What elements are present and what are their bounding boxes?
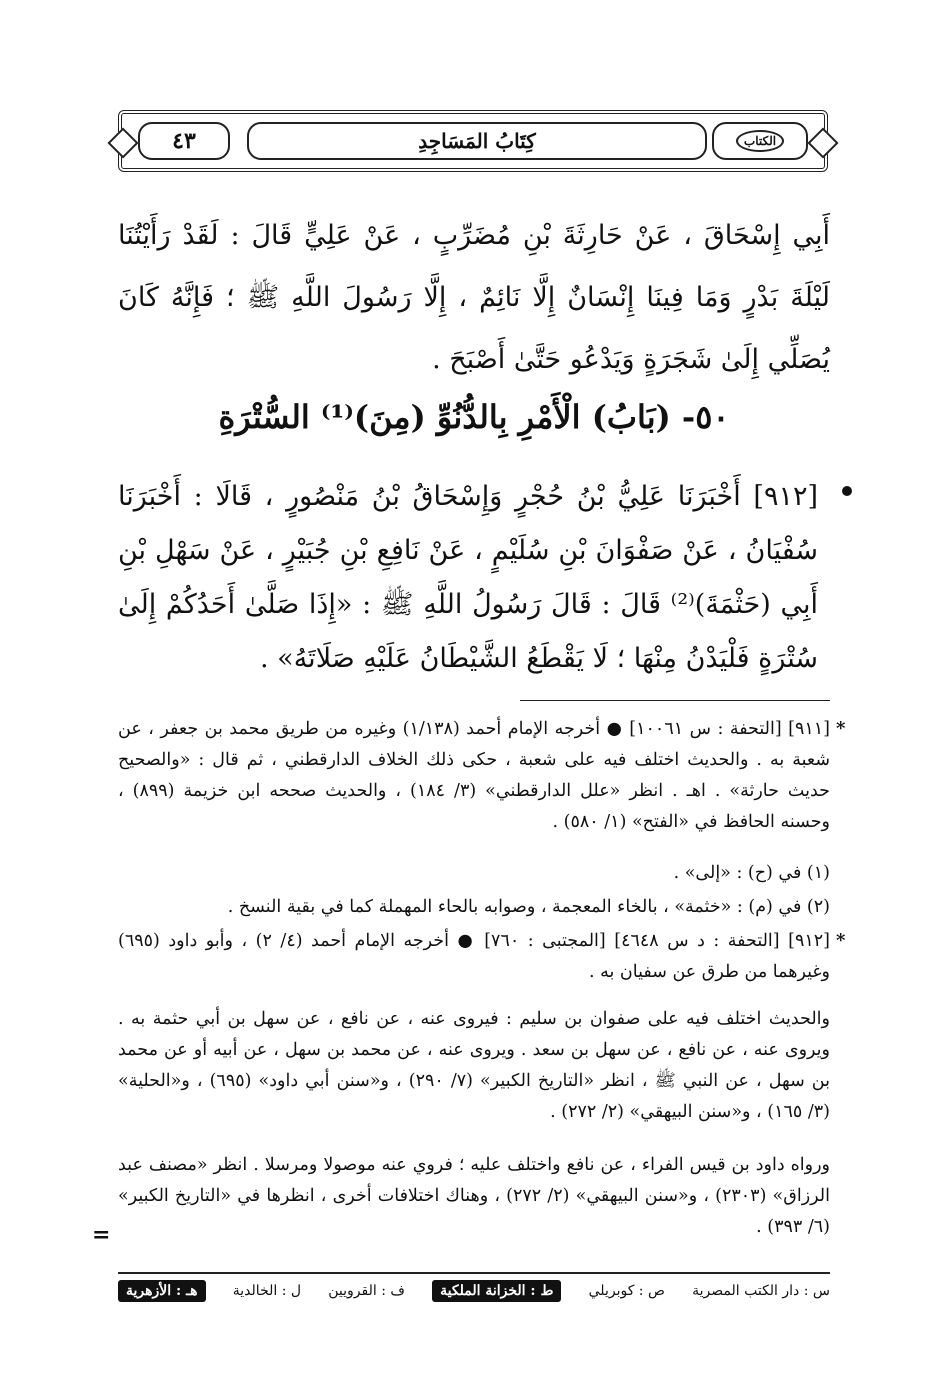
manuscript-legend xyxy=(118,1280,830,1302)
ornament-icon xyxy=(807,127,838,158)
logo-box xyxy=(712,122,808,160)
page-header xyxy=(118,110,828,172)
footnote-912-b: والحديث اختلف فيه على صفوان بن سليم : فيروى عنه ، عن نافع ، عن سهل بن أبي حثمة به . ويروى عنه ، عن نافع ، عن سهل بن سعد . ويروى عنه ، عن محمد بن سهل ، عن أبيه أو عن محمد بن سهل ، عن النبي ﷺ ، انظر «التاريخ الكبير» (٧/ ٢٩٠) ، و«سنن أبي داود» (٦٩٥) ، و«الحلية» (٣/ ١٦٥) ، و«سنن البيهقي» (٢/ ٢٧٢) . xyxy=(118,1009,830,1122)
legend-item: ط : الخزانة الملكية xyxy=(432,1280,561,1302)
footnote-separator xyxy=(520,700,830,701)
continuation-mark: = xyxy=(92,1222,111,1248)
legend-item: س : دار الكتب المصرية xyxy=(692,1283,830,1299)
asterisk-icon: * xyxy=(836,930,846,951)
legend-item: ل : الخالدية xyxy=(232,1283,302,1299)
legend-item: ف : القرويين xyxy=(328,1283,405,1299)
footnote-911: [٩١١] [التحفة : س ١٠٠٦١] ● أخرجه الإمام أحمد (١/١٣٨) وغيره من طريق محمد بن جعفر ، عن شعبة به . والحديث اختلف فيه على شعبة ، حكى ذلك الخلاف الدارقطني ، ثم قال : «والصحيح حديث حارثة» . اهـ . انظر «علل الدارقطني» (٣/ ١٨٤) ، والحديث صححه ابن خزيمة (٨٩٩) ، وحسنه الحافظ في «الفتح» (١/ ٥٨٠) . xyxy=(118,719,830,832)
footnote-1: (١) في (ح) : «إلى» . xyxy=(673,863,830,883)
chapter-heading: ٥٠- (بَابُ) الْأَمْرِ بِالدُّنُوِّ (مِنَ)⁽¹⁾ السُّتْرَةِ xyxy=(218,398,730,436)
footnote-2: (٢) في (م) : «خثمة» ، بالخاء المعجمة ، وصوابه بالحاء المهملة كما في بقية النسخ . xyxy=(227,897,830,917)
bullet-icon xyxy=(842,486,852,496)
legend-item: هـ : الأزهرية xyxy=(118,1280,206,1302)
publisher-logo: الكتاب xyxy=(736,130,784,152)
page-number-box xyxy=(138,122,230,160)
page-number: ٤٣ xyxy=(172,128,196,154)
main-paragraph-2: [٩١٢] أَخْبَرَنَا عَلِيُّ بْنُ حُجْرٍ وَإِسْحَاقُ بْنُ مَنْصُورٍ ، قَالَا : أَخْبَرَنَا سُفْيَانُ ، عَنْ صَفْوَانَ بْنِ سُلَيْمٍ ، عَنْ نَافِعِ بْنِ جُبَيْرٍ ، عَنْ سَهْلِ بْنِ أَبِي (حَثْمَةَ)⁽²⁾ قَالَ : قَالَ رَسُولُ اللَّهِ ﷺ : «إِذَا صَلَّىٰ أَحَدُكُمْ إِلَىٰ سُتْرَةٍ فَلْيَدْنُ مِنْهَا ؛ لَا يَقْطَعُ الشَّيْطَانُ عَلَيْهِ صَلَاتَهُ» . xyxy=(118,481,818,674)
book-title: كِتَابُ المَسَاجِدِ xyxy=(418,129,536,153)
legend-separator xyxy=(118,1272,830,1274)
ornament-icon xyxy=(107,127,138,158)
asterisk-icon: * xyxy=(836,718,846,739)
main-paragraph-1: أَبِي إِسْحَاقَ ، عَنْ حَارِثَةَ بْنِ مُضَرِّبٍ ، عَنْ عَلِيٍّ قَالَ : لَقَدْ رَأَيْتُنَا لَيْلَةَ بَدْرٍ وَمَا فِينَا إِنْسَانٌ إِلَّا نَائِمٌ ، إِلَّا رَسُولَ اللَّهِ ﷺ ؛ فَإِنَّهُ كَانَ يُصَلِّي إِلَىٰ شَجَرَةٍ وَيَدْعُو حَتَّىٰ أَصْبَحَ . xyxy=(118,220,830,375)
legend-item: ص : كوبريلي xyxy=(588,1283,665,1299)
footnote-912-a: [٩١٢] [التحفة : د س ٤٦٤٨] [المجتبى : ٧٦٠] ● أخرجه الإمام أحمد (٤/ ٢) ، وأبو داود (٦٩٥) وغيرهما من طرق عن سفيان به . xyxy=(118,931,830,982)
book-title-box xyxy=(247,122,707,160)
footnote-912-c: ورواه داود بن قيس الفراء ، عن نافع واختلف عليه ؛ فروي عنه موصولا ومرسلا . انظر «مصنف عبد الرزاق» (٢٣٠٣) ، و«سنن البيهقي» (٢/ ٢٧٢) ، وهناك اختلافات أخرى ، انظرها في «التاريخ الكبير» (٦/ ٣٩٣) . xyxy=(118,1155,831,1237)
